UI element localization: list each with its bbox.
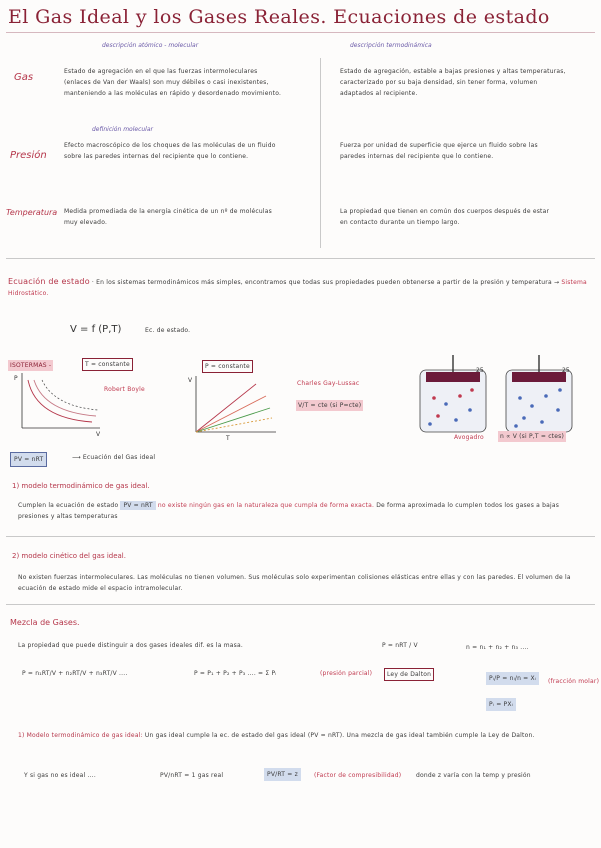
- thermo-model-text1: Cumplen la ecuación de estado: [18, 502, 119, 509]
- kinetic-model-text: No existen fuerzas intermoleculares. Las moléculas no tienen volumen. Sus moléculas solo experimentan colisiones elásticas entre ellas y con las paredes. El volumen de la ecuación de estado mide el espacio intramolecular.: [18, 574, 571, 592]
- state-eq-formula: V = f (P,T): [70, 324, 122, 335]
- real-gas-z-tail: donde z varía con la temp y presión: [416, 772, 531, 779]
- mixtures-molar-note: (fracción molar): [548, 678, 600, 685]
- state-eq-tail: Sistema Hidrostático.: [8, 279, 587, 297]
- charles-name: Charles Gay-Lussac: [297, 380, 360, 387]
- charles-axis-t: T: [226, 435, 230, 442]
- header-microscopic: descripción atómico - molecular: [102, 42, 199, 49]
- mixtures-expansion: P = n₁RT/V + n₂RT/V + n₃RT/V ....: [22, 670, 128, 677]
- state-eq-formula-note: Ec. de estado.: [145, 327, 191, 334]
- row-label-gas: Gas: [14, 72, 34, 83]
- thermo-model-formula: PV = nRT: [120, 501, 155, 510]
- isobar-line-1: [196, 384, 256, 432]
- title-rule: [6, 32, 595, 33]
- charles-formula: V/T = cte (si P=cte): [298, 402, 362, 409]
- mixtures-p-formula: P = nRT / V: [382, 642, 418, 649]
- real-gas-paragraph: [18, 730, 584, 741]
- mixtures-dalton-law: Ley de Dalton: [384, 668, 434, 681]
- isotherm-curve-1: [28, 380, 92, 422]
- mixtures-heading: Mezcla de Gases.: [10, 618, 80, 627]
- section-rule-3: [6, 604, 595, 605]
- kinetic-model-heading: 2) modelo cinético del gas ideal.: [12, 552, 126, 560]
- charles-condition-box: P = constante: [202, 360, 253, 373]
- ideal-gas-label: Ecuación del Gas ideal: [82, 454, 156, 461]
- gas-thermo-text: Estado de agregación, estable a bajas presiones y altas temperaturas, caracterizado por su baja densidad, sin tener forma, volumen adaptados al recipiente.: [340, 68, 566, 97]
- mixtures-n-sum: n = n₁ + n₂ + n₃ ....: [466, 644, 529, 651]
- thermo-model-note: no existe ningún gas en la naturaleza que cumpla de forma exacta.: [157, 502, 375, 509]
- thermo-model-text2: De forma aproximada lo cumplen todos los gases a bajas presiones y altas temperaturas: [18, 502, 560, 520]
- gas-micro-text: Estado de agregación en el que las fuerzas intermoleculares (enlaces de Van der Waals) son muy débiles o casi inexistentes, manteniendo a las moléculas en rápido y desordenado movimiento.: [64, 68, 282, 97]
- boyle-condition-box: T = constante: [82, 358, 133, 371]
- column-divider: [320, 58, 321, 248]
- state-eq-text: En los sistemas termodinámicos más simples, encontramos que todas sus propiedades pueden obtenerse a partir de la presión y temperatura →: [96, 279, 560, 286]
- boyle-isotherm-graph: [12, 368, 102, 438]
- real-gas-ideal-ratio: PV/nRT = 1 gas real: [160, 772, 224, 779]
- mixtures-molar-fraction: Pᵢ/P = nᵢ/n = Xᵢ: [486, 672, 539, 685]
- piston-weight-right: 25: [562, 367, 570, 374]
- real-gas-z-note: (Factor de compresibilidad): [314, 772, 402, 779]
- presion-micro-text: Efecto macroscópico de los choques de las moléculas de un fluido sobre las paredes internas del recipiente que lo contiene.: [64, 142, 276, 160]
- avogadro-containers: [412, 350, 582, 440]
- temperatura-micro-text: Medida promediada de la energía cinética de un nº de moléculas muy elevado.: [64, 208, 272, 226]
- real-gas-heading: 1) Modelo termodinámico de gas ideal:: [18, 732, 143, 739]
- charles-axis-v: V: [188, 377, 193, 384]
- real-gas-condition: Y si gas no es ideal ....: [24, 772, 96, 779]
- avogadro-formula: n ∝ V (si P,T = ctes): [500, 433, 564, 440]
- thermo-model-paragraph: [18, 500, 588, 522]
- section-rule-1: [6, 258, 595, 259]
- row-label-presion: Presión: [10, 150, 47, 161]
- mixtures-partial-note: (presión parcial): [320, 670, 373, 677]
- isotherm-curve-2: [34, 380, 96, 416]
- mixtures-text: La propiedad que puede distinguir a dos gases ideales dif. es la masa.: [18, 642, 243, 649]
- ideal-gas-formula: PV = nRT: [10, 452, 47, 467]
- real-gas-text: Un gas ideal cumple la ec. de estado del gas ideal (PV = nRT). Una mezcla de gas ideal también cumple la Ley de Dalton.: [144, 732, 535, 739]
- real-gas-z-formula: PV/RT = z: [264, 768, 301, 781]
- presion-thermo-text: Fuerza por unidad de superficie que ejerce un fluido sobre las paredes internas del recipiente que lo contiene.: [340, 142, 538, 160]
- state-eq-lead: Ecuación de estado: [8, 277, 90, 286]
- thermo-model-heading: 1) modelo termodinámico de gas ideal.: [12, 482, 150, 490]
- mixtures-dalton-sum: P = P₁ + P₂ + P₃ .... = Σ Pᵢ: [194, 670, 277, 677]
- charles-isobar-graph: [186, 372, 280, 442]
- piston-weight-left: 25: [476, 367, 484, 374]
- ideal-gas-arrow-text: ⟶ Ecuación del Gas ideal: [72, 454, 156, 461]
- header-molecular-def: definición molecular: [92, 126, 153, 133]
- boyle-axis-v: V: [96, 431, 101, 438]
- section-rule-2: [6, 536, 595, 537]
- row-label-temperatura: Temperatura: [6, 208, 58, 217]
- mixtures-partial-pressure: Pᵢ = PXᵢ: [486, 698, 516, 711]
- boyle-axis-p: P: [14, 375, 18, 382]
- isotherms-label: ISOTERMAS -: [10, 362, 52, 369]
- boyle-name: Robert Boyle: [104, 386, 145, 393]
- header-thermo: descripción termodinámica: [350, 42, 432, 49]
- temperatura-thermo-text: La propiedad que tienen en común dos cuerpos después de estar en contacto durante un tiempo largo.: [340, 208, 550, 226]
- page-title: El Gas Ideal y los Gases Reales. Ecuaciones de estado: [8, 6, 550, 28]
- isotherm-curve-3: [42, 380, 98, 410]
- avogadro-name: Avogadro: [454, 434, 484, 441]
- state-eq-paragraph: Ecuación de estado · En los sistemas termodinámicos más simples, encontramos que todas sus propiedades pueden obtenerse a partir de la presión y temperatura → Sistema Hidrostático.: [8, 277, 587, 297]
- isobar-line-2: [196, 396, 266, 432]
